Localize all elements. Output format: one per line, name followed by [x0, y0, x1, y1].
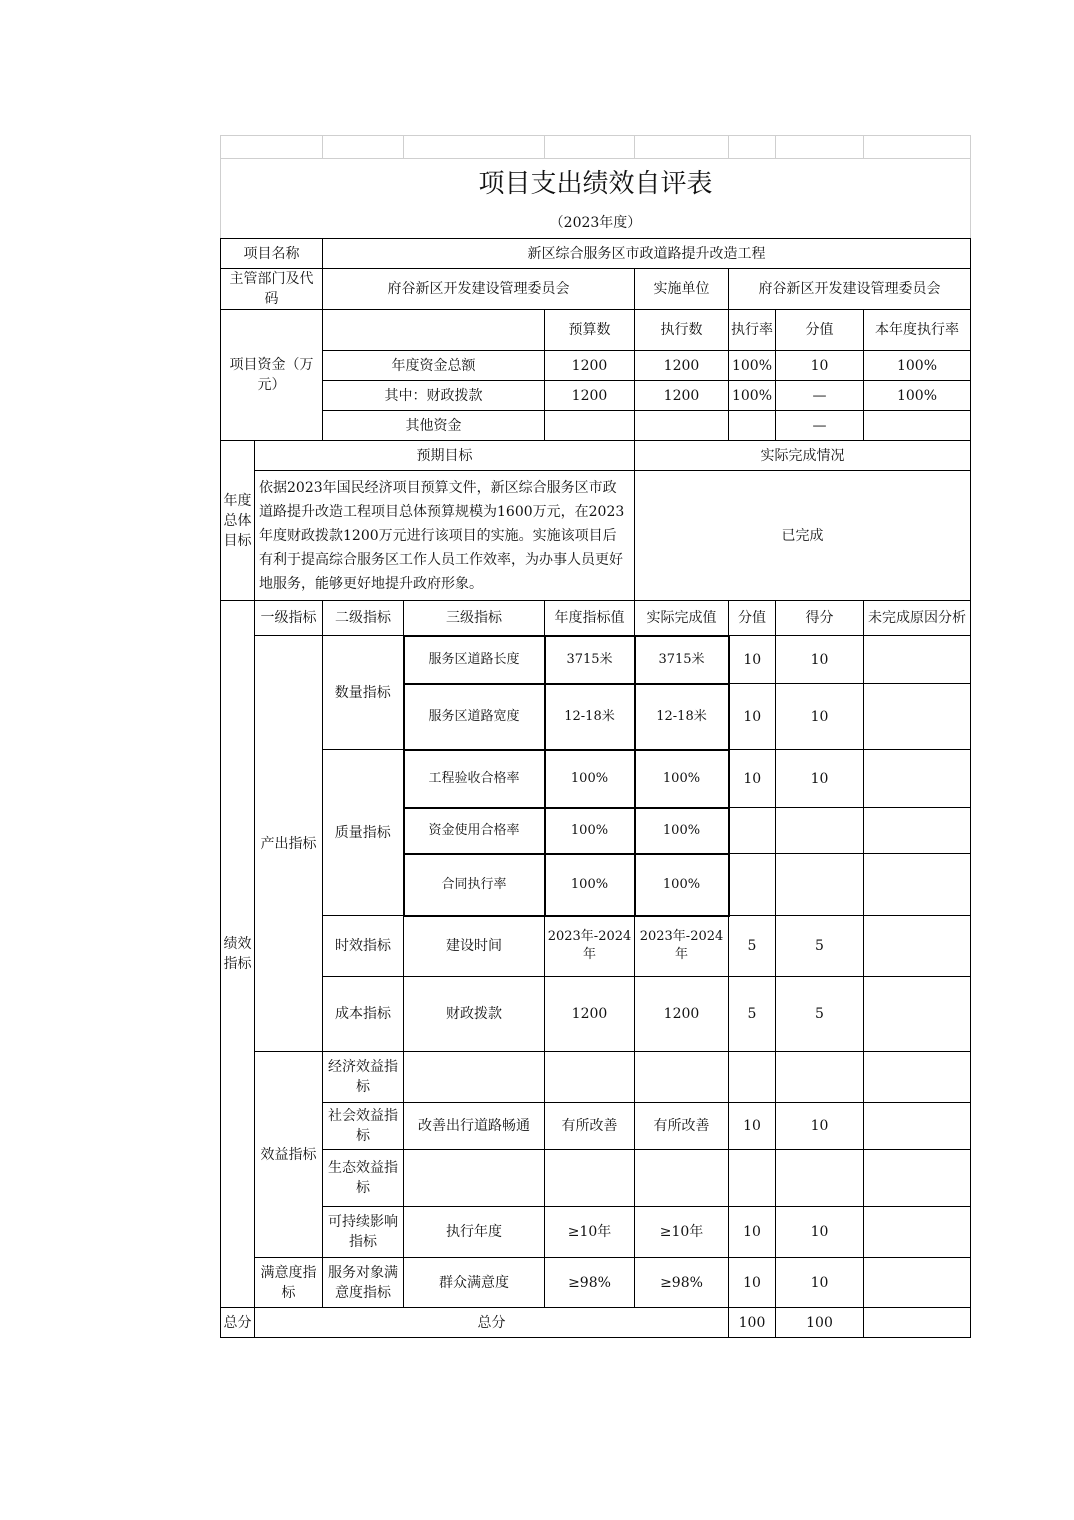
funds-row-name: 其他资金: [323, 411, 545, 441]
table-row: [221, 977, 971, 1052]
ind-header-score-value: 分值: [729, 601, 776, 636]
total-label: 总分: [221, 1308, 255, 1338]
table-row: [221, 636, 971, 684]
score-value-cell: 10: [729, 1207, 776, 1258]
l3-cell: 服务区道路宽度: [404, 684, 545, 750]
target-cell: [545, 1052, 635, 1103]
table-row: [221, 750, 971, 808]
reason-cell: [864, 977, 971, 1052]
funds-header-rate: 执行率: [729, 310, 776, 351]
actual-cell: 100%: [635, 808, 729, 854]
funds-row: [221, 351, 971, 381]
score-value-cell: [729, 1150, 776, 1207]
score-cell: [776, 1052, 864, 1103]
funds-header-executed: 执行数: [635, 310, 729, 351]
score-value-cell: 10: [729, 1103, 776, 1150]
actual-cell: 100%: [635, 750, 729, 808]
funds-row: [221, 411, 971, 441]
target-cell: 100%: [545, 750, 635, 808]
expected-goal-text: 依据2023年国民经济项目预算文件，新区综合服务区市政道路提升改造工程项目总体预算规模为1600万元，在2023年度财政拨款1200万元进行该项目的实施。实施该项目后有利于提高综合服务区工作人员工作效率，为办事人员更好地服务，能够更好地提升政府形象。: [255, 471, 635, 601]
total-center-label: 总分: [255, 1308, 729, 1338]
l3-cell: [404, 1052, 545, 1103]
reason-cell: [864, 854, 971, 916]
dept-value: 府谷新区开发建设管理委员会: [323, 269, 635, 310]
target-cell: 100%: [545, 854, 635, 916]
total-score-value: 100: [729, 1308, 776, 1338]
l3-cell: [404, 1150, 545, 1207]
l3-cell: 合同执行率: [404, 854, 545, 916]
l1-benefit: 效益指标: [255, 1052, 323, 1258]
score-value-cell: [729, 1052, 776, 1103]
table-row: [221, 1207, 971, 1258]
score-value-cell: [729, 808, 776, 854]
l2-time: 时效指标: [323, 916, 404, 977]
actual-cell: [635, 1150, 729, 1207]
target-cell: 12-18米: [545, 684, 635, 750]
indicators-label: 绩效指标: [221, 601, 255, 1308]
reason-cell: [864, 1207, 971, 1258]
table-row: [221, 916, 971, 977]
funds-cell: 100%: [729, 351, 776, 381]
table-row: [221, 1103, 971, 1150]
l2-cost: 成本指标: [323, 977, 404, 1052]
l2-service: 服务对象满意度指标: [323, 1258, 404, 1308]
total-reason: [864, 1308, 971, 1338]
dept-label: 主管部门及代码: [221, 269, 323, 310]
score-value-cell: 10: [729, 684, 776, 750]
score-cell: 10: [776, 636, 864, 684]
funds-row-name: 其中：财政拨款: [323, 381, 545, 411]
ind-header-score: 得分: [776, 601, 864, 636]
funds-cell: 100%: [864, 381, 971, 411]
total-score: 100: [776, 1308, 864, 1338]
table-row: [221, 1150, 971, 1207]
actual-cell: 1200: [635, 977, 729, 1052]
funds-row-name: 年度资金总额: [323, 351, 545, 381]
actual-cell: 12-18米: [635, 684, 729, 750]
l2-quantity: 数量指标: [323, 636, 404, 750]
funds-cell: 1200: [635, 351, 729, 381]
funds-cell: 1200: [545, 381, 635, 411]
ind-header-l1: 一级指标: [255, 601, 323, 636]
target-cell: 有所改善: [545, 1103, 635, 1150]
l3-cell: 建设时间: [404, 916, 545, 977]
l2-social: 社会效益指标: [323, 1103, 404, 1150]
target-cell: 100%: [545, 808, 635, 854]
l2-quality: 质量指标: [323, 750, 404, 916]
actual-cell: 有所改善: [635, 1103, 729, 1150]
impl-label: 实施单位: [635, 269, 729, 310]
score-value-cell: 10: [729, 750, 776, 808]
reason-cell: [864, 1150, 971, 1207]
target-cell: 1200: [545, 977, 635, 1052]
funds-header-year-rate: 本年度执行率: [864, 310, 971, 351]
l1-satisfaction: 满意度指标: [255, 1258, 323, 1308]
reason-cell: [864, 1052, 971, 1103]
ind-header-actual: 实际完成值: [635, 601, 729, 636]
total-row: [221, 1308, 971, 1338]
ind-header-target: 年度指标值: [545, 601, 635, 636]
funds-cell: [864, 411, 971, 441]
score-cell: 10: [776, 684, 864, 750]
annual-goal-label: 年度总体目标: [221, 441, 255, 601]
l1-output: 产出指标: [255, 636, 323, 1052]
page-title: 项目支出绩效自评表: [221, 159, 971, 209]
l2-economic: 经济效益指标: [323, 1052, 404, 1103]
score-cell: 10: [776, 1207, 864, 1258]
self-evaluation-table: [220, 135, 971, 1338]
funds-label: 项目资金（万元）: [221, 310, 323, 441]
reason-cell: [864, 636, 971, 684]
project-name: 新区综合服务区市政道路提升改造工程: [323, 239, 971, 269]
reason-cell: [864, 750, 971, 808]
funds-header-budget: 预算数: [545, 310, 635, 351]
reason-cell: [864, 916, 971, 977]
l2-ecological: 生态效益指标: [323, 1150, 404, 1207]
score-cell: 10: [776, 1103, 864, 1150]
impl-value: 府谷新区开发建设管理委员会: [729, 269, 971, 310]
funds-cell: 100%: [864, 351, 971, 381]
reason-cell: [864, 808, 971, 854]
table-row: [221, 1052, 971, 1103]
funds-cell: 1200: [545, 351, 635, 381]
score-value-cell: [729, 854, 776, 916]
l3-cell: 资金使用合格率: [404, 808, 545, 854]
expected-goal-label: 预期目标: [255, 441, 635, 471]
score-cell: [776, 854, 864, 916]
score-cell: 5: [776, 916, 864, 977]
actual-goal-text: 已完成: [635, 471, 971, 601]
reason-cell: [864, 1258, 971, 1308]
funds-cell: —: [776, 381, 864, 411]
l3-cell: 财政拨款: [404, 977, 545, 1052]
score-value-cell: 10: [729, 1258, 776, 1308]
funds-row: [221, 381, 971, 411]
score-value-cell: 5: [729, 977, 776, 1052]
l3-cell: 工程验收合格率: [404, 750, 545, 808]
funds-cell: [729, 411, 776, 441]
score-value-cell: 10: [729, 636, 776, 684]
score-cell: 10: [776, 1258, 864, 1308]
l3-cell: 服务区道路长度: [404, 636, 545, 684]
ind-header-l2: 二级指标: [323, 601, 404, 636]
actual-cell: 3715米: [635, 636, 729, 684]
l3-cell: 执行年度: [404, 1207, 545, 1258]
l2-sustainable: 可持续影响指标: [323, 1207, 404, 1258]
actual-cell: [635, 1052, 729, 1103]
score-cell: [776, 1150, 864, 1207]
funds-cell: 1200: [635, 381, 729, 411]
funds-header-blank: [323, 310, 545, 351]
actual-cell: 100%: [635, 854, 729, 916]
ind-header-reason: 未完成原因分析: [864, 601, 971, 636]
funds-cell: [545, 411, 635, 441]
l3-cell: 改善出行道路畅通: [404, 1103, 545, 1150]
funds-cell: 10: [776, 351, 864, 381]
funds-cell: 100%: [729, 381, 776, 411]
target-cell: ≥10年: [545, 1207, 635, 1258]
blank-grid-row: [221, 136, 971, 159]
target-cell: ≥98%: [545, 1258, 635, 1308]
reason-cell: [864, 1103, 971, 1150]
funds-cell: [635, 411, 729, 441]
funds-cell: —: [776, 411, 864, 441]
target-cell: 3715米: [545, 636, 635, 684]
score-value-cell: 5: [729, 916, 776, 977]
target-cell: [545, 1150, 635, 1207]
score-cell: 5: [776, 977, 864, 1052]
l3-cell: 群众满意度: [404, 1258, 545, 1308]
target-cell: 2023年-2024年: [545, 916, 635, 977]
actual-cell: ≥10年: [635, 1207, 729, 1258]
ind-header-l3: 三级指标: [404, 601, 545, 636]
actual-cell: 2023年-2024年: [635, 916, 729, 977]
actual-cell: ≥98%: [635, 1258, 729, 1308]
project-name-label: 项目名称: [221, 239, 323, 269]
table-row: [221, 1258, 971, 1308]
actual-goal-label: 实际完成情况: [635, 441, 971, 471]
funds-header-score-value: 分值: [776, 310, 864, 351]
score-cell: 10: [776, 750, 864, 808]
reason-cell: [864, 684, 971, 750]
score-cell: [776, 808, 864, 854]
year-label: （2023年度）: [221, 209, 971, 239]
